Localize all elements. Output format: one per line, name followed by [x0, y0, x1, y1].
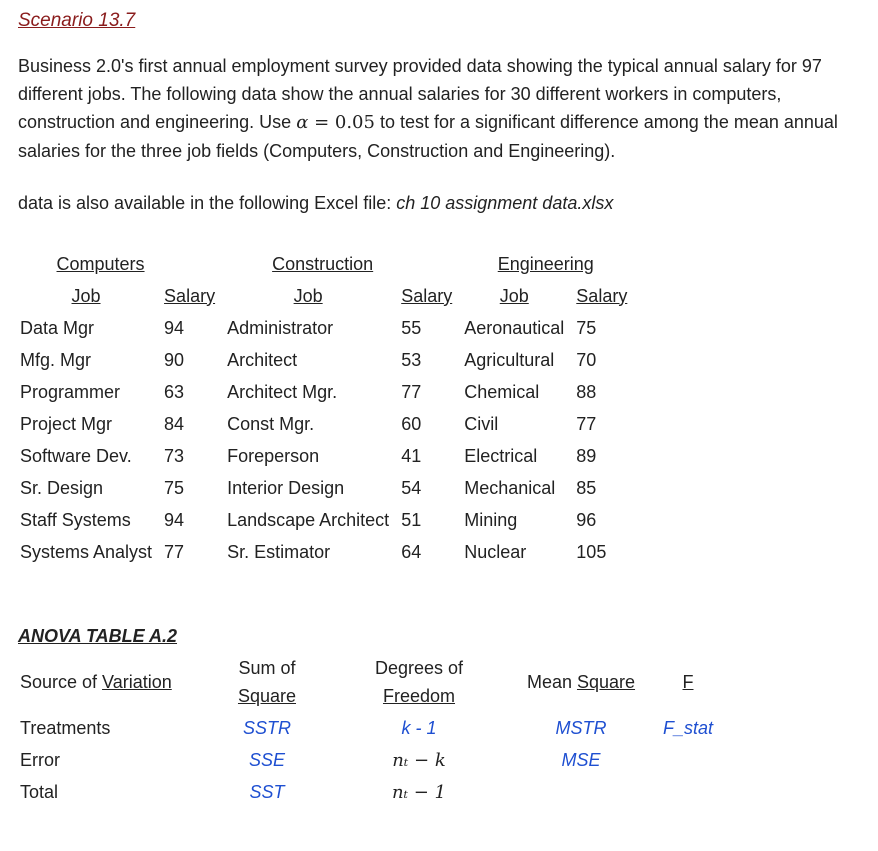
file-note — [18, 193, 613, 214]
table-row — [14, 376, 633, 408]
cons-job: Const Mgr. — [227, 413, 315, 434]
anova-f — [652, 744, 724, 776]
anova-df: nₜ − k — [392, 749, 446, 771]
table-row — [14, 440, 633, 472]
table-row — [14, 344, 633, 376]
anova-ms: MSE — [561, 749, 601, 770]
alpha-value: 0.05 — [334, 112, 375, 133]
table-row — [14, 536, 633, 568]
comp-salary: 75 — [164, 477, 185, 498]
table-row — [14, 408, 633, 440]
sum-of-square-header: Sum of Square — [237, 658, 297, 706]
comp-job: Software Dev. — [20, 445, 132, 466]
eng-job: Mechanical — [464, 477, 556, 498]
eng-job: Nuclear — [464, 541, 527, 562]
alpha-symbol: α — [296, 112, 309, 133]
eng-salary: 96 — [576, 509, 597, 530]
table-row — [14, 472, 633, 504]
group-engineering: Engineering — [497, 253, 594, 274]
eng-salary: 88 — [576, 381, 597, 402]
file-name: ch 10 assignment data.xlsx — [396, 193, 614, 213]
group-header-row — [14, 248, 633, 280]
eng-salary: 70 — [576, 349, 597, 370]
eng-salary: 89 — [576, 445, 597, 466]
table-row — [14, 776, 724, 808]
comp-job: Staff Systems — [20, 509, 131, 530]
cons-job: Foreperson — [227, 445, 320, 466]
anova-f: F_stat — [662, 717, 714, 738]
comp-salary: 84 — [164, 413, 185, 434]
cons-salary: 51 — [401, 509, 422, 530]
group-computers: Computers — [56, 253, 145, 274]
anova-source: Error — [20, 749, 60, 770]
eng-salary: 75 — [576, 317, 597, 338]
comp-job: Project Mgr — [20, 413, 113, 434]
mean-square-header: Mean Square — [526, 672, 636, 692]
intro-text-before: Business 2.0's first annual employment survey provided data showing the typical annual salary for 97 different jobs. The following data show the annual salaries for 30 different workers in computers, construction and engineering. Use — [18, 56, 822, 132]
eng-salary: 105 — [576, 541, 607, 562]
comp-salary-header: Salary — [164, 285, 216, 306]
salary-table — [14, 248, 633, 568]
file-note-text: data is also available in the following Excel file: — [18, 193, 397, 213]
comp-salary: 73 — [164, 445, 185, 466]
group-construction: Construction — [272, 253, 374, 274]
anova-source: Treatments — [20, 717, 111, 738]
cons-job: Architect Mgr. — [227, 381, 338, 402]
intro-paragraph — [18, 52, 868, 165]
cons-salary: 54 — [401, 477, 422, 498]
anova-f — [652, 776, 724, 808]
eng-job: Electrical — [464, 445, 538, 466]
comp-job: Programmer — [20, 381, 121, 402]
eng-job: Chemical — [464, 381, 540, 402]
anova-ss: SSE — [248, 749, 286, 770]
comp-job: Systems Analyst — [20, 541, 153, 562]
anova-ss: SSTR — [242, 717, 291, 738]
source-header: Source of Variation — [20, 672, 172, 692]
eng-job: Mining — [464, 509, 518, 530]
eng-job: Civil — [464, 413, 499, 434]
anova-table — [14, 652, 724, 808]
comp-salary: 90 — [164, 349, 185, 370]
intro-text-after: to test for a significant difference among the mean annual salaries for the three job fields (Computers, Construction and Engineering). — [18, 112, 838, 161]
eng-salary-header: Salary — [576, 285, 628, 306]
comp-salary: 63 — [164, 381, 185, 402]
comp-salary: 94 — [164, 317, 185, 338]
table-row — [14, 312, 633, 344]
cons-salary: 55 — [401, 317, 422, 338]
comp-salary: 94 — [164, 509, 185, 530]
anova-df: k - 1 — [401, 717, 437, 738]
column-header-row — [14, 280, 633, 312]
comp-salary: 77 — [164, 541, 185, 562]
table-row — [14, 744, 724, 776]
cons-salary-header: Salary — [401, 285, 453, 306]
anova-header-row — [14, 652, 724, 712]
scenario-title: Scenario 13.7 — [18, 10, 136, 31]
cons-job-header: Job — [293, 285, 323, 306]
f-header: F — [682, 672, 694, 692]
anova-ms: MSTR — [555, 717, 607, 738]
equals-sign: = — [308, 112, 335, 133]
anova-source: Total — [20, 781, 59, 802]
comp-job: Mfg. Mgr — [20, 349, 92, 370]
eng-job: Aeronautical — [464, 317, 565, 338]
cons-job: Architect — [227, 349, 298, 370]
anova-ms — [510, 776, 652, 808]
cons-salary: 64 — [401, 541, 422, 562]
table-row — [14, 504, 633, 536]
comp-job: Data Mgr — [20, 317, 95, 338]
degrees-of-freedom-header: Degrees of Freedom — [374, 658, 464, 706]
cons-salary: 60 — [401, 413, 422, 434]
cons-salary: 41 — [401, 445, 422, 466]
cons-salary: 77 — [401, 381, 422, 402]
eng-job-header: Job — [499, 285, 529, 306]
cons-job: Sr. Estimator — [227, 541, 331, 562]
eng-salary: 85 — [576, 477, 597, 498]
eng-salary: 77 — [576, 413, 597, 434]
eng-job: Agricultural — [464, 349, 555, 370]
comp-job: Sr. Design — [20, 477, 104, 498]
table-row — [14, 712, 724, 744]
cons-salary: 53 — [401, 349, 422, 370]
anova-df: nₜ − 1 — [391, 781, 446, 803]
comp-job-header: Job — [71, 285, 101, 306]
cons-job: Landscape Architect — [227, 509, 390, 530]
cons-job: Administrator — [227, 317, 334, 338]
cons-job: Interior Design — [227, 477, 345, 498]
anova-title: ANOVA TABLE A.2 — [18, 626, 178, 646]
anova-ss: SST — [249, 781, 285, 802]
